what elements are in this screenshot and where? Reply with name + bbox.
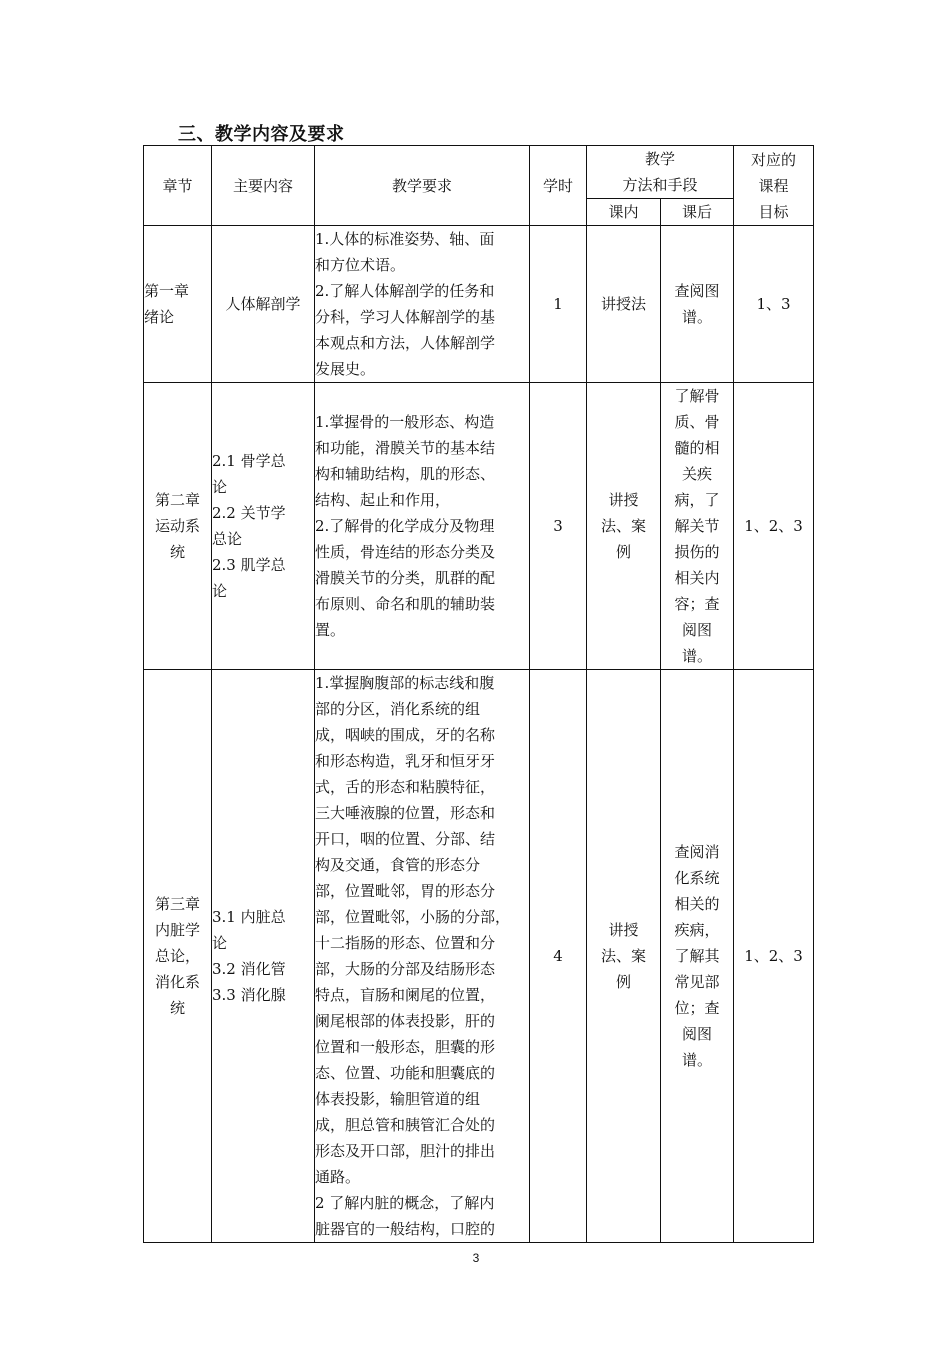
header-goals [734, 146, 814, 226]
in-class-line: 讲授 [608, 491, 639, 509]
header-after-class: 课后 [661, 199, 734, 226]
requirements-line: 开口，咽的位置、分部、结 [315, 830, 496, 848]
goals-cell: 1、3 [734, 226, 814, 383]
header-requirements: 教学要求 [315, 146, 530, 226]
header-goals-line3: 目标 [758, 202, 789, 221]
requirements-line: 阑尾根部的体表投影，肝的 [315, 1012, 496, 1030]
chapter-line: 总论， [154, 947, 200, 965]
in-class-cell [587, 383, 661, 670]
after-class-line: 化系统 [674, 869, 720, 887]
table-row [144, 383, 814, 670]
requirements-line: 通路。 [315, 1168, 361, 1186]
requirements-line: 2.了解人体解剖学的任务和 [315, 282, 495, 300]
after-class-line: 疾病， [674, 921, 720, 939]
after-class-line: 髓的相 [674, 439, 720, 457]
content-line: 人体解剖学 [225, 295, 301, 313]
requirements-cell [315, 670, 530, 1243]
chapter-line: 第三章 [154, 895, 200, 913]
after-class-line: 容；查 [674, 595, 720, 613]
header-goals-line1: 对应的 [751, 150, 797, 169]
requirements-line: 成，胆总管和胰管汇合处的 [315, 1116, 496, 1134]
content-line: 3.3 消化腺 [212, 986, 286, 1004]
requirements-line: 部的分区，消化系统的组 [315, 700, 481, 718]
after-class-line: 查阅图 [674, 282, 720, 300]
header-hours: 学时 [530, 146, 587, 226]
in-class-line: 例 [615, 543, 631, 561]
requirements-line: 形态及开口部，胆汁的排出 [315, 1142, 496, 1160]
header-methods-line2: 方法和手段 [622, 176, 698, 194]
requirements-line: 三大唾液腺的位置，形态和 [315, 804, 496, 822]
section-title: 三、教学内容及要求 [178, 124, 345, 145]
requirements-line: 特点，盲肠和阑尾的位置， [315, 986, 496, 1004]
chapter-line: 消化系 [154, 973, 200, 991]
chapter-line: 第二章 [154, 491, 200, 509]
requirements-line: 性质，骨连结的形态分类及 [315, 543, 496, 561]
requirements-line: 和方位术语。 [315, 256, 406, 274]
requirements-line: 部，大肠的分部及结肠形态 [315, 960, 496, 978]
requirements-cell [315, 383, 530, 670]
after-class-line: 阅图 [682, 621, 713, 639]
requirements-line: 和功能，滑膜关节的基本结 [315, 439, 496, 457]
requirements-line: 置。 [315, 621, 346, 639]
teaching-content-table [143, 145, 814, 1243]
requirements-line: 体表投影，输胆管道的组 [315, 1090, 481, 1108]
after-class-line: 解关节 [674, 517, 720, 535]
content-line: 论 [212, 934, 228, 952]
requirements-line: 和形态构造，乳牙和恒牙牙 [315, 752, 496, 770]
hours-cell: 3 [530, 383, 587, 670]
after-class-cell [661, 226, 734, 383]
content-line: 论 [212, 478, 228, 496]
after-class-line: 位；查 [674, 999, 720, 1017]
requirements-line: 十二指肠的形态、位置和分 [315, 934, 496, 952]
requirements-line: 分科，学习人体解剖学的基 [315, 308, 496, 326]
goals-cell: 1、2、3 [734, 383, 814, 670]
requirements-line: 式，舌的形态和粘膜特征， [315, 778, 496, 796]
chapter-line: 内脏学 [154, 921, 200, 939]
requirements-line: 布原则、命名和肌的辅助装 [315, 595, 496, 613]
requirements-line: 2 了解内脏的概念，了解内 [315, 1194, 495, 1212]
chapter-line: 统 [169, 543, 185, 561]
chapter-line: 统 [169, 999, 185, 1017]
in-class-cell [587, 670, 661, 1243]
header-chapter: 章节 [144, 146, 212, 226]
after-class-line: 病，了 [674, 491, 720, 509]
chapter-cell [144, 670, 212, 1243]
after-class-line: 查阅消 [674, 843, 720, 861]
after-class-line: 关疾 [682, 465, 713, 483]
in-class-line: 讲授 [608, 921, 639, 939]
after-class-line: 损伤的 [674, 543, 720, 561]
requirements-line: 1.掌握胸腹部的标志线和腹 [315, 674, 495, 692]
table-row [144, 226, 814, 383]
chapter-cell [144, 383, 212, 670]
after-class-line: 了解其 [674, 947, 720, 965]
in-class-line: 法、案 [600, 517, 646, 535]
requirements-line: 2.了解骨的化学成分及物理 [315, 517, 495, 535]
requirements-line: 1.人体的标准姿势、轴、面 [315, 230, 495, 248]
chapter-line: 运动系 [154, 517, 200, 535]
requirements-line: 态、位置、功能和胆囊底的 [315, 1064, 496, 1082]
requirements-line: 滑膜关节的分类，肌群的配 [315, 569, 496, 587]
content-line: 2.1 骨学总 [212, 452, 286, 470]
after-class-cell [661, 383, 734, 670]
content-cell [212, 383, 315, 670]
content-line: 3.2 消化管 [212, 960, 286, 978]
after-class-line: 了解骨 [674, 387, 720, 405]
after-class-line: 常见部 [674, 973, 720, 991]
header-methods [587, 146, 734, 199]
requirements-line: 发展史。 [315, 360, 376, 378]
content-line: 总论 [212, 530, 243, 548]
chapter-line: 第一章 [144, 282, 190, 300]
chapter-line: 绪论 [144, 308, 175, 326]
in-class-line: 例 [615, 973, 631, 991]
table-row [144, 670, 814, 1243]
header-content: 主要内容 [212, 146, 315, 226]
after-class-line: 质、骨 [674, 413, 720, 431]
hours-cell: 1 [530, 226, 587, 383]
in-class-line: 讲授法 [600, 295, 646, 313]
content-cell [212, 226, 315, 383]
content-line: 论 [212, 582, 228, 600]
after-class-line: 谱。 [682, 647, 713, 665]
goals-cell: 1、2、3 [734, 670, 814, 1243]
requirements-cell [315, 226, 530, 383]
after-class-line: 阅图 [682, 1025, 713, 1043]
in-class-line: 法、案 [600, 947, 646, 965]
requirements-line: 位置和一般形态，胆囊的形 [315, 1038, 496, 1056]
header-goals-line2: 课程 [758, 176, 789, 195]
requirements-line: 脏器官的一般结构，口腔的 [315, 1220, 496, 1238]
header-in-class: 课内 [587, 199, 661, 226]
requirements-line: 部，位置毗邻，小肠的分部， [315, 908, 511, 926]
page-number: 3 [472, 1251, 480, 1265]
requirements-line: 构和辅助结构，肌的形态、 [315, 465, 496, 483]
requirements-line: 本观点和方法，人体解剖学 [315, 334, 496, 352]
hours-cell: 4 [530, 670, 587, 1243]
requirements-line: 构及交通，食管的形态分 [315, 856, 481, 874]
after-class-line: 谱。 [682, 308, 713, 326]
in-class-cell [587, 226, 661, 383]
requirements-line: 结构、起止和作用， [315, 491, 451, 509]
after-class-cell [661, 670, 734, 1243]
after-class-line: 相关内 [674, 569, 720, 587]
content-line: 2.2 关节学 [212, 504, 286, 522]
requirements-line: 1.掌握骨的一般形态、构造 [315, 413, 495, 431]
chapter-cell [144, 226, 212, 383]
after-class-line: 相关的 [674, 895, 720, 913]
after-class-line: 谱。 [682, 1051, 713, 1069]
content-line: 2.3 肌学总 [212, 556, 286, 574]
requirements-line: 成，咽峡的围成，牙的名称 [315, 726, 496, 744]
content-line: 3.1 内脏总 [212, 908, 286, 926]
header-methods-line1: 教学 [645, 150, 676, 168]
content-cell [212, 670, 315, 1243]
requirements-line: 部，位置毗邻，胃的形态分 [315, 882, 496, 900]
